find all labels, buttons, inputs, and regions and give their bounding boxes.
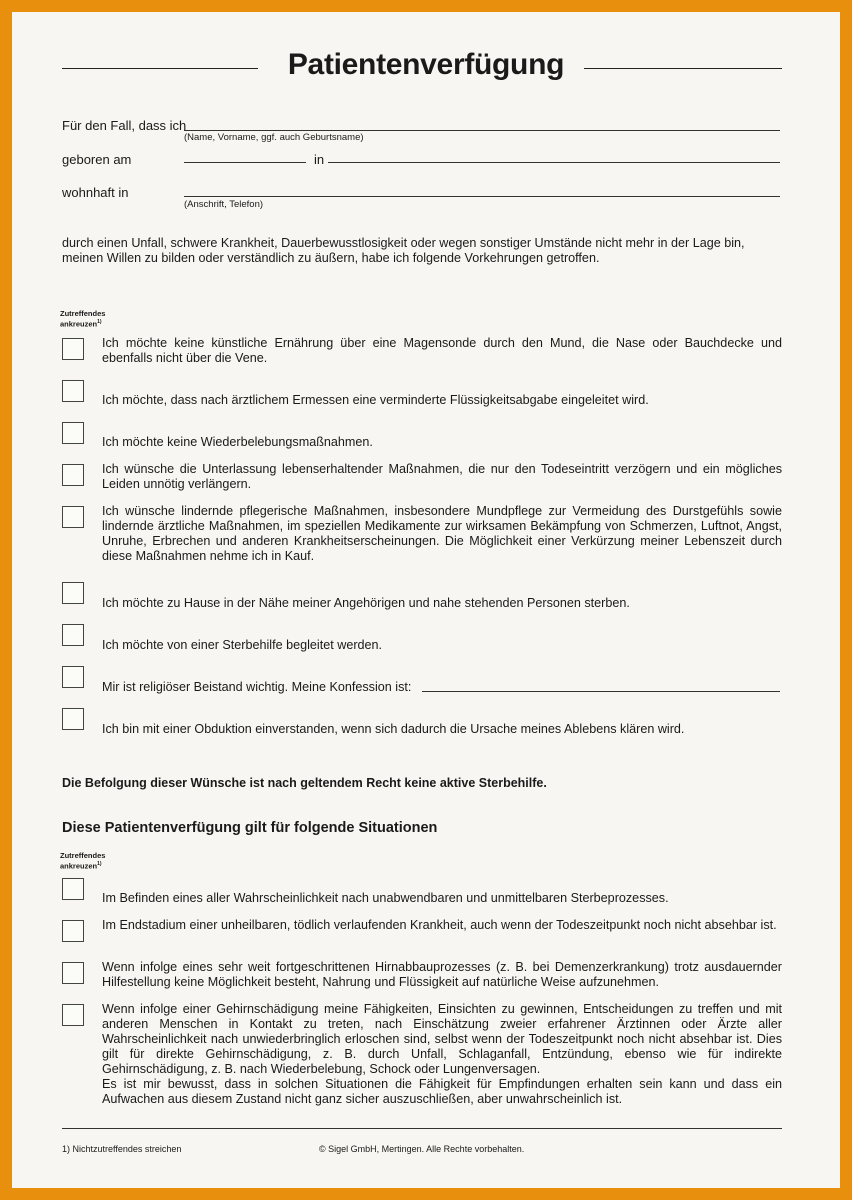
situation-checkbox-brain-damage[interactable] — [62, 1004, 84, 1026]
confession-field[interactable] — [422, 691, 780, 692]
situation-checkbox-dementia[interactable] — [62, 962, 84, 984]
mark-hint-line-2 — [60, 318, 105, 329]
wish-text-home: Ich möchte zu Hause in der Nähe meiner Angehörigen und nahe stehenden Personen sterben. — [102, 596, 630, 610]
address-field[interactable] — [184, 196, 780, 197]
wish-text-hospice: Ich möchte von einer Sterbehilfe begleitet werden. — [102, 638, 383, 652]
copyright: © Sigel GmbH, Mertingen. Alle Rechte vorbehalten. — [319, 1144, 525, 1154]
mark-hint-sup: 1) — [97, 319, 102, 325]
birth-date-field[interactable] — [184, 162, 306, 163]
mark-hint-2-line-1: Zutreffendes — [60, 851, 106, 860]
situation-checkbox-terminal[interactable] — [62, 920, 84, 942]
situation-text-brain-damage-main: Wenn infolge einer Gehirnschädigung meine Fähigkeiten, Einsichten zu gewinnen, Entscheidungen zu treffen und mit anderen Menschen in Kontakt zu treten, nach Einschätzung zweier erfahrener Ärztinnen oder Ärzte aller Wahrscheinlichkeit nach unwiederbringlich erloschen sind, selbst wenn der Todeszeitpunkt noch nicht absehbar ist. Dies gilt für direkte Gehirnschädigung, z. B. durch Unfall, Schlaganfall, Entzündung, ebenso wie für indirekte Gehirnschädigung, z. B. nach Wiederbelebung, Schock oder Lungenversagen. — [102, 1002, 782, 1076]
footer-rule — [62, 1128, 782, 1129]
wish-checkbox-autopsy[interactable] — [62, 708, 84, 730]
anschrift-hint: (Anschrift, Telefon) — [184, 199, 264, 210]
section-title: Diese Patientenverfügung gilt für folgende Situationen — [62, 820, 438, 836]
situation-checkbox-dying[interactable] — [62, 878, 84, 900]
birth-place-field[interactable] — [328, 162, 780, 163]
mark-hint — [60, 310, 105, 329]
footnote: 1) Nichtzutreffendes streichen — [62, 1144, 182, 1154]
wish-text-autopsy: Ich bin mit einer Obduktion einverstanden, wenn sich dadurch die Ursache meines Ablebens klären wird. — [102, 722, 685, 736]
situation-text-awareness: Es ist mir bewusst, dass in solchen Situationen die Fähigkeit für Empfindungen erhalten sein kann und dass ein Aufwachen aus diesem Zustand nicht ganz sicher auszuschließen, aber unwahrscheinlich ist. — [102, 1077, 782, 1106]
mark-hint-2-line-2 — [60, 860, 105, 871]
geboren-label: geboren am — [62, 152, 132, 167]
wish-text-fluid: Ich möchte, dass nach ärztlichem Ermessen eine verminderte Flüssigkeitsabgabe eingeleitet wird. — [102, 393, 649, 407]
situation-text-brain-damage — [102, 1002, 782, 1107]
wish-checkbox-nutrition[interactable] — [62, 338, 84, 360]
situation-text-terminal: Im Endstadium einer unheilbaren, tödlich verlaufenden Krankheit, auch wenn der Todeszeitpunkt noch nicht absehbar ist. — [102, 918, 777, 932]
wish-checkbox-hospice[interactable] — [62, 624, 84, 646]
wish-checkbox-fluid[interactable] — [62, 380, 84, 402]
name-hint: (Name, Vorname, ggf. auch Geburtsname) — [184, 132, 364, 143]
wish-checkbox-palliative[interactable] — [62, 506, 84, 528]
wish-text-life-support: Ich wünsche die Unterlassung lebenserhaltender Maßnahmen, die nur den Todeseintritt verzögern und ein mögliches Leiden unnötig verlängern. — [102, 462, 782, 491]
wohnhaft-label: wohnhaft in — [62, 185, 129, 200]
wish-text-resuscitation: Ich möchte keine Wiederbelebungsmaßnahmen. — [102, 435, 373, 449]
mark-hint-2-word: ankreuzen — [60, 861, 98, 871]
mark-hint-word: ankreuzen — [60, 319, 98, 329]
situation-text-dying: Im Befinden eines aller Wahrscheinlichkeit nach unabwendbaren und unmittelbaren Sterbeprozesses. — [102, 891, 669, 905]
form-page — [12, 12, 840, 1188]
mark-hint-2-sup: 1) — [97, 861, 102, 867]
wish-checkbox-resuscitation[interactable] — [62, 422, 84, 444]
wish-checkbox-home[interactable] — [62, 582, 84, 604]
wish-checkbox-religion[interactable] — [62, 666, 84, 688]
mark-hint-2 — [60, 852, 105, 871]
situation-text-dementia: Wenn infolge eines sehr weit fortgeschrittenen Hirnabbauprozesses (z. B. bei Demenzerkrankung) trotz ausdauernder Hilfestellung keine Möglichkeit besteht, Nahrung und Flüssigkeit auf natürliche Weise aufzunehmen. — [102, 960, 782, 989]
wish-text-palliative: Ich wünsche lindernde pflegerische Maßnahmen, insbesondere Mundpflege zur Vermeidung des Durstgefühls sowie lindernde ärztliche Maßnahmen, im speziellen Medikamente zur wirksamen Bekämpfung von Schmerzen, Luftnot, Angst, Unruhe, Erbrechen und anderen Krankheitserscheinungen. Die Möglichkeit einer Verkürzung meiner Lebenszeit durch diese Maßnahmen nehme ich in Kauf. — [102, 504, 782, 563]
in-label: in — [314, 152, 325, 167]
legal-note: Die Befolgung dieser Wünsche ist nach geltendem Recht keine aktive Sterbehilfe. — [62, 776, 547, 790]
name-field[interactable] — [184, 130, 780, 131]
intro-text: durch einen Unfall, schwere Krankheit, Dauerbewusstlosigkeit oder wegen sonstiger Umstände nicht mehr in der Lage bin, meinen Willen zu bilden oder verständlich zu äußern, habe ich folgende Vorkehrungen getroffen. — [62, 236, 745, 265]
page-title: Patientenverfügung — [287, 48, 565, 81]
fall-label: Für den Fall, dass ich — [62, 118, 187, 133]
wish-checkbox-life-support[interactable] — [62, 464, 84, 486]
wish-text-religion: Mir ist religiöser Beistand wichtig. Meine Konfession ist: — [102, 680, 412, 694]
mark-hint-line-1: Zutreffendes — [60, 309, 106, 318]
wish-text-nutrition: Ich möchte keine künstliche Ernährung über eine Magensonde durch den Mund, die Nase oder Bauchdecke und ebenfalls nicht über die Vene. — [102, 336, 782, 365]
